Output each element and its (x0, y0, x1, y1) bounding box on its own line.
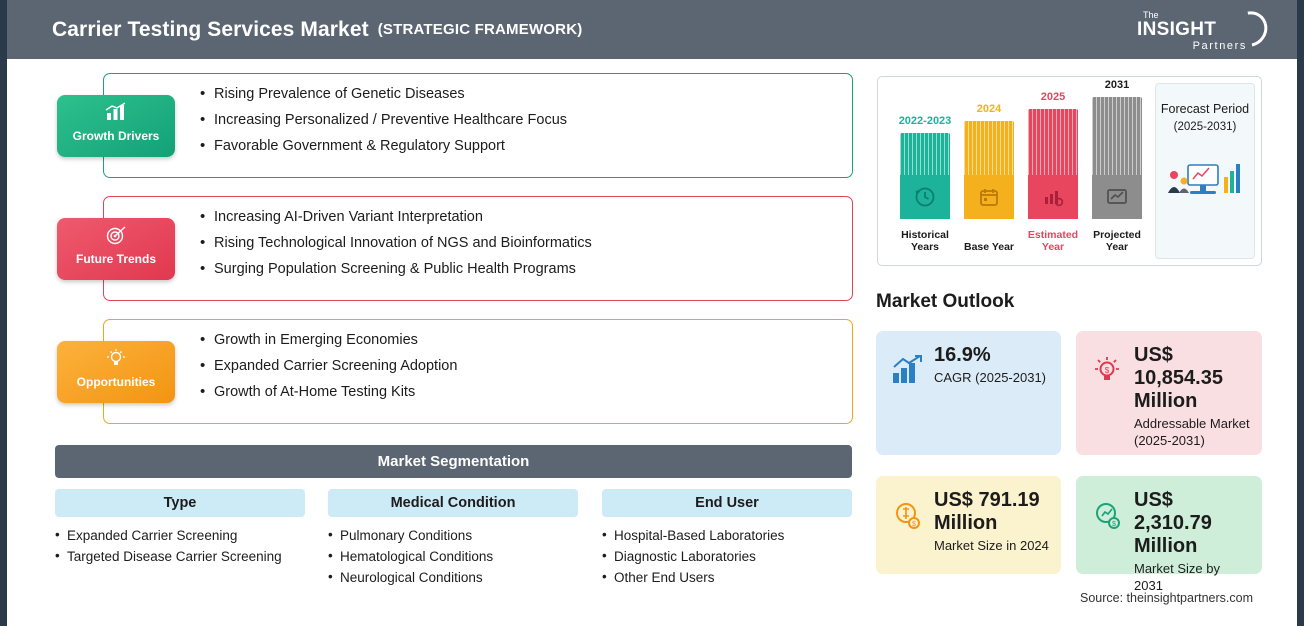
segment-column-end-user (602, 489, 852, 591)
timeline-panel (877, 76, 1262, 266)
timeline-bar (1028, 109, 1078, 219)
segment-list (602, 528, 852, 585)
opportunities-box (103, 319, 853, 424)
growth-drivers-tag (57, 95, 175, 157)
list-item: • Expanded Carrier Screening (55, 528, 305, 543)
history-clock-icon (900, 175, 950, 219)
list-item: • Targeted Disease Carrier Screening (55, 549, 305, 564)
future-trends-list (200, 209, 852, 277)
logo-line-partners: Partners (1192, 40, 1247, 52)
category-growth-drivers (72, 73, 853, 178)
bulb-idea-icon (1088, 351, 1126, 389)
market-outlook-title: Market Outlook (876, 291, 1015, 312)
list-item: • Rising Prevalence of Genetic Diseases (200, 86, 852, 102)
timeline-bar (964, 121, 1014, 219)
kpi-market-size-2024 (876, 476, 1061, 574)
money-search-icon (888, 496, 926, 534)
list-item: • Neurological Conditions (328, 570, 578, 585)
list-item: • Other End Users (602, 570, 852, 585)
page-header (7, 0, 1297, 59)
opportunities-tag (57, 341, 175, 403)
timeline-caption: Historical Years (901, 229, 949, 253)
lightbulb-icon (57, 348, 175, 373)
kpi-market-size-2031 (1076, 476, 1262, 593)
kpi-label: CAGR (2025-2031) (934, 370, 1046, 385)
timeline-year: 2024 (976, 103, 1002, 115)
kpi-label: Market Size in 2024 (934, 538, 1049, 553)
page-subtitle: (STRATEGIC FRAMEWORK) (377, 21, 583, 38)
segment-column-medical-condition (328, 489, 578, 591)
kpi-label: Addressable Market (2025-2031) (1134, 416, 1250, 448)
kpi-addressable-market (1076, 331, 1262, 455)
bar-chart-icon (57, 102, 175, 127)
money-growth-icon (1088, 496, 1126, 534)
list-item: • Hospital-Based Laboratories (602, 528, 852, 543)
kpi-value: US$ 2,310.79 Million (1134, 489, 1212, 557)
segment-list (328, 528, 578, 585)
kpi-value: US$ 10,854.35 Million (1134, 344, 1223, 412)
segment-column-type (55, 489, 305, 570)
list-item: • Growth of At-Home Testing Kits (200, 384, 852, 400)
list-item: • Pulmonary Conditions (328, 528, 578, 543)
target-icon (57, 225, 175, 250)
growth-arrow-icon (888, 351, 926, 389)
kpi-value: 16.9% (934, 344, 991, 366)
list-item: • Surging Population Screening & Public Health Programs (200, 261, 852, 277)
timeline-year: 2025 (1040, 91, 1066, 103)
list-item: • Increasing Personalized / Preventive Healthcare Focus (200, 112, 852, 128)
list-item: • Diagnostic Laboratories (602, 549, 852, 564)
calendar-icon (964, 175, 1014, 219)
list-item: • Growth in Emerging Economies (200, 332, 852, 348)
list-item: • Increasing AI-Driven Variant Interpretation (200, 209, 852, 225)
forecast-title: Forecast Period (1160, 102, 1250, 116)
category-future-trends (75, 196, 853, 301)
svg-text:$: $ (1104, 366, 1110, 375)
category-label: Future Trends (75, 252, 156, 266)
segment-header: End User (602, 489, 852, 517)
timeline-caption: Estimated Year (1027, 229, 1079, 253)
list-item: • Favorable Government & Regulatory Support (200, 138, 852, 154)
forecast-period-box (1155, 83, 1255, 259)
insight-partners-logo (1137, 11, 1267, 51)
projection-chart-icon (1092, 175, 1142, 219)
growth-drivers-box (103, 73, 853, 178)
market-segmentation-title: Market Segmentation (377, 453, 530, 470)
list-item: • Expanded Carrier Screening Adoption (200, 358, 852, 374)
logo-line-insight: INSIGHT (1137, 19, 1217, 40)
source-note: Source: theinsightpartners.com (1079, 591, 1253, 605)
category-opportunities (76, 319, 853, 424)
kpi-cagr (876, 331, 1061, 455)
category-label: Opportunities (76, 375, 156, 389)
timeline-year: 2031 (1104, 79, 1130, 91)
segment-list (55, 528, 305, 564)
page-title: Carrier Testing Services Market (52, 17, 369, 41)
svg-text:$: $ (912, 521, 916, 528)
forecast-illustration-icon (1156, 151, 1254, 205)
timeline-caption: Projected Year (1093, 229, 1141, 253)
kpi-label: Market Size by 2031 (1134, 561, 1220, 593)
market-segmentation-bar (55, 445, 852, 478)
list-item: • Hematological Conditions (328, 549, 578, 564)
category-label: Growth Drivers (72, 129, 160, 143)
timeline-year: 2022-2023 (898, 115, 952, 127)
analytics-gear-icon (1028, 175, 1078, 219)
timeline-caption: Base Year (963, 241, 1015, 253)
growth-drivers-list (200, 86, 852, 154)
timeline-bar (1092, 97, 1142, 219)
future-trends-tag (57, 218, 175, 280)
segment-header: Type (55, 489, 305, 517)
timeline-bar (900, 133, 950, 219)
future-trends-box (103, 196, 853, 301)
list-item: • Rising Technological Innovation of NGS and Bioinformatics (200, 235, 852, 251)
logo-line-the: The (1143, 10, 1159, 20)
svg-text:$: $ (1112, 521, 1116, 528)
kpi-value: US$ 791.19 Million (934, 489, 1040, 534)
forecast-range: (2025-2031) (1173, 121, 1237, 133)
opportunities-list (200, 332, 852, 400)
segment-header: Medical Condition (328, 489, 578, 517)
